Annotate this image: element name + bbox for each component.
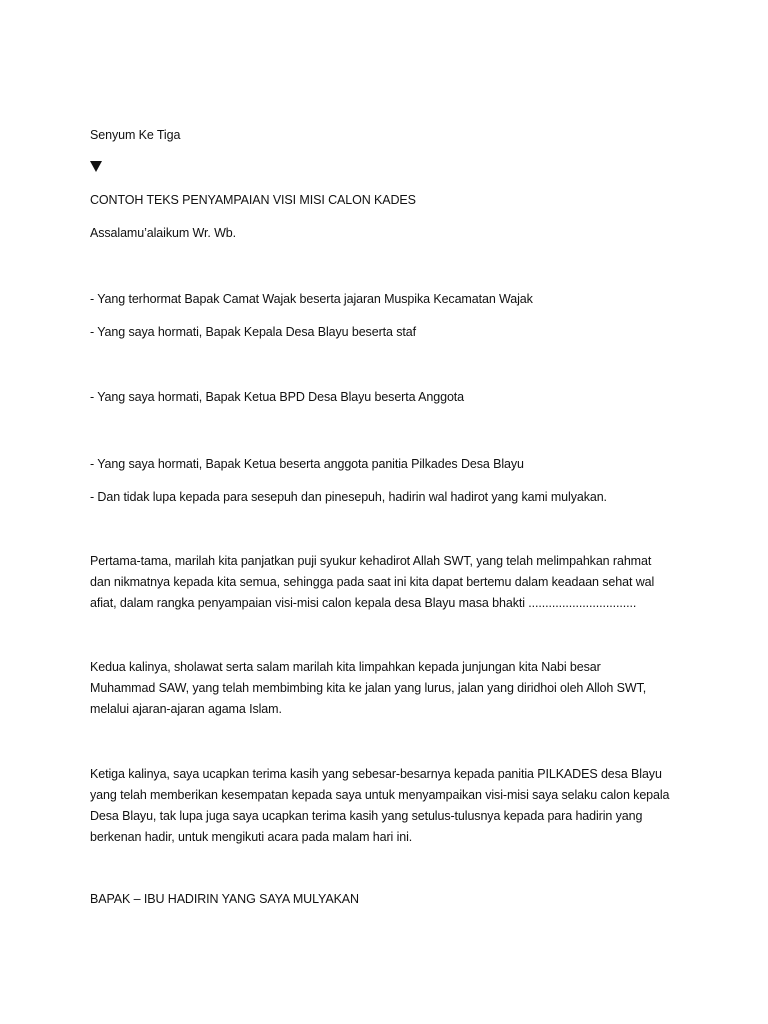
paragraph-line: Kedua kalinya, sholawat serta salam marilah kita limpahkan kepada junjungan kita Nabi besar bbox=[90, 660, 601, 674]
salutation-line: - Yang terhormat Bapak Camat Wajak beserta jajaran Muspika Kecamatan Wajak bbox=[90, 292, 533, 306]
salutation-line: - Yang saya hormati, Bapak Ketua BPD Desa Blayu beserta Anggota bbox=[90, 390, 465, 404]
document-header-title: Senyum Ke Tiga bbox=[90, 128, 181, 142]
salutation-line: - Yang saya hormati, Bapak Kepala Desa Blayu beserta staf bbox=[90, 325, 416, 339]
paragraph-line: melalui ajaran-ajaran agama Islam. bbox=[90, 702, 282, 716]
paragraph-line: yang telah memberikan kesempatan kepada saya untuk menyampaikan visi-misi saya selaku calon kepala bbox=[90, 788, 670, 802]
paragraph-first bbox=[90, 551, 690, 614]
greeting-line: Assalamu’alaikum Wr. Wb. bbox=[90, 226, 237, 240]
salutation-line: - Yang saya hormati, Bapak Ketua beserta anggota panitia Pilkades Desa Blayu bbox=[90, 457, 524, 471]
paragraph-line: afiat, dalam rangka penyampaian visi-misi calon kepala desa Blayu masa bhakti ................................ bbox=[90, 596, 637, 610]
paragraph-line: Muhammad SAW, yang telah membimbing kita ke jalan yang lurus, jalan yang diridhoi oleh Alloh SWT, bbox=[90, 681, 647, 695]
paragraph-line: Ketiga kalinya, saya ucapkan terima kasih yang sebesar-besarnya kepada panitia PILKADES desa Blayu bbox=[90, 767, 662, 781]
paragraph-line: dan nikmatnya kepada kita semua, sehingga pada saat ini kita dapat bertemu dalam keadaan sehat wal bbox=[90, 575, 655, 589]
paragraph-line: Pertama-tama, marilah kita panjatkan puji syukur kehadirot Allah SWT, yang telah melimpahkan rahmat bbox=[90, 554, 652, 568]
collapse-triangle-icon[interactable] bbox=[90, 161, 102, 172]
paragraph-second bbox=[90, 657, 690, 720]
paragraph-line: Desa Blayu, tak lupa juga saya ucapkan terima kasih yang setulus-tulusnya kepada para hadirin yang bbox=[90, 809, 643, 823]
section-title: CONTOH TEKS PENYAMPAIAN VISI MISI CALON KADES bbox=[90, 193, 416, 207]
salutation-line: - Dan tidak lupa kepada para sesepuh dan pinesepuh, hadirin wal hadirot yang kami mulyakan. bbox=[90, 490, 607, 504]
paragraph-line: berkenan hadir, untuk mengikuti acara pada malam hari ini. bbox=[90, 830, 413, 844]
closing-heading: BAPAK – IBU HADIRIN YANG SAYA MULYAKAN bbox=[90, 892, 359, 906]
paragraph-third bbox=[90, 764, 690, 848]
